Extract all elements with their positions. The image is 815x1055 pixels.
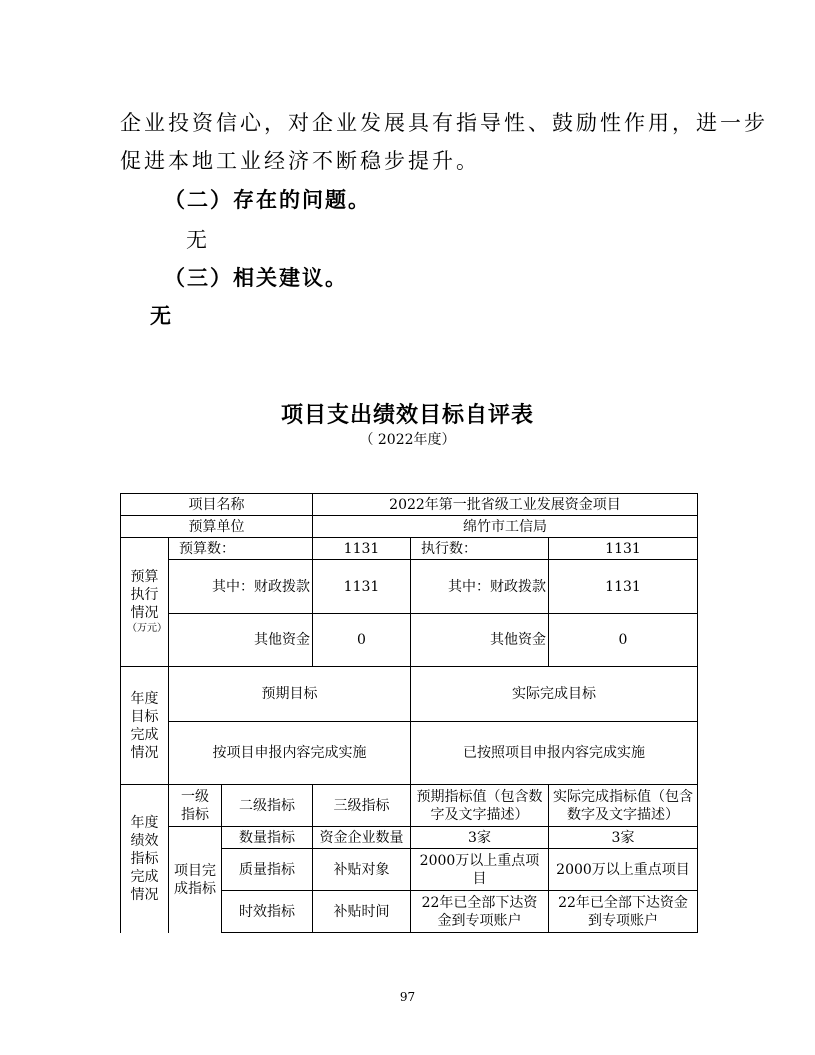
expected-value-header: 预期指标值（包含数字及文字描述） — [410, 784, 548, 826]
level1-value: 项目完成指标 — [168, 826, 221, 933]
perf-label: 年度绩效指标完成情况 — [120, 784, 168, 933]
table-row-0-expected: 3家 — [410, 826, 548, 848]
table-row-0-actual: 3家 — [548, 826, 697, 848]
other-exec-label: 其他资金 — [410, 613, 548, 666]
exec-num-value: 1131 — [548, 537, 697, 559]
table-row-1-expected: 2000万以上重点项目 — [410, 848, 548, 890]
exec-num-label: 执行数： — [410, 537, 548, 559]
table-row-2-actual: 22年已全部下达资金到专项账户 — [548, 890, 697, 933]
budget-num-label: 预算数： — [168, 537, 312, 559]
table-row-2-level3: 补贴时间 — [312, 890, 410, 933]
table-row-0-level3: 资金企业数量 — [312, 826, 410, 848]
budget-unit-value: 绵竹市工信局 — [312, 515, 697, 537]
actual-goal-value: 已按照项目申报内容完成实施 — [410, 721, 697, 784]
problems-text: 无 — [186, 228, 210, 252]
table-right-border — [697, 493, 698, 933]
table-row-2-expected: 22年已全部下达资金到专项账户 — [410, 890, 548, 933]
other-exec-value: 0 — [548, 613, 697, 666]
other-budget-value: 0 — [312, 613, 410, 666]
fiscal-exec-label: 其中：财政拨款 — [410, 559, 548, 613]
suggestions-text: 无 — [150, 304, 173, 328]
fiscal-budget-label: 其中：财政拨款 — [168, 559, 312, 613]
table-row-1-actual: 2000万以上重点项目 — [548, 848, 697, 890]
budget-exec-label: 预算执行情况 — [130, 569, 159, 621]
goal-label: 年度目标完成情况 — [120, 666, 168, 784]
level2-header: 二级指标 — [221, 784, 312, 826]
project-name-label: 项目名称 — [120, 493, 312, 515]
level1-header: 一级指标 — [168, 784, 221, 826]
page-number: 97 — [399, 990, 416, 1004]
heading-suggestions: （三）相关建议。 — [164, 266, 348, 290]
table-row-1-level2: 质量指标 — [221, 848, 312, 890]
table-title: 项目支出绩效目标自评表 — [280, 403, 534, 428]
body-line-2: 促进本地工业经济不断稳步提升。 — [120, 149, 480, 173]
expected-goal-value: 按项目申报内容完成实施 — [168, 721, 410, 784]
budget-num-value: 1131 — [312, 537, 410, 559]
table-subtitle: （ 2022年度） — [359, 432, 456, 448]
table-row-0-level2: 数量指标 — [221, 826, 312, 848]
budget-unit-label: 预算单位 — [120, 515, 312, 537]
table-row-1-level3: 补贴对象 — [312, 848, 410, 890]
budget-exec-unit: （万元） — [127, 623, 167, 634]
actual-goal-label: 实际完成目标 — [410, 666, 697, 721]
budget-exec-label-cell — [120, 537, 168, 666]
table-row-2-level2: 时效指标 — [221, 890, 312, 933]
other-budget-label: 其他资金 — [168, 613, 312, 666]
level3-header: 三级指标 — [312, 784, 410, 826]
body-line-1: 企业投资信心，对企业发展具有指导性、鼓励性作用，进一步 — [120, 111, 768, 135]
heading-problems: （二）存在的问题。 — [164, 188, 371, 212]
actual-value-header: 实际完成指标值（包含数字及文字描述） — [548, 784, 697, 826]
fiscal-exec-value: 1131 — [548, 559, 697, 613]
table-bottom-border — [221, 932, 698, 933]
fiscal-budget-value: 1131 — [312, 559, 410, 613]
project-name-value: 2022年第一批省级工业发展资金项目 — [312, 493, 697, 515]
expected-goal-label: 预期目标 — [168, 666, 410, 721]
